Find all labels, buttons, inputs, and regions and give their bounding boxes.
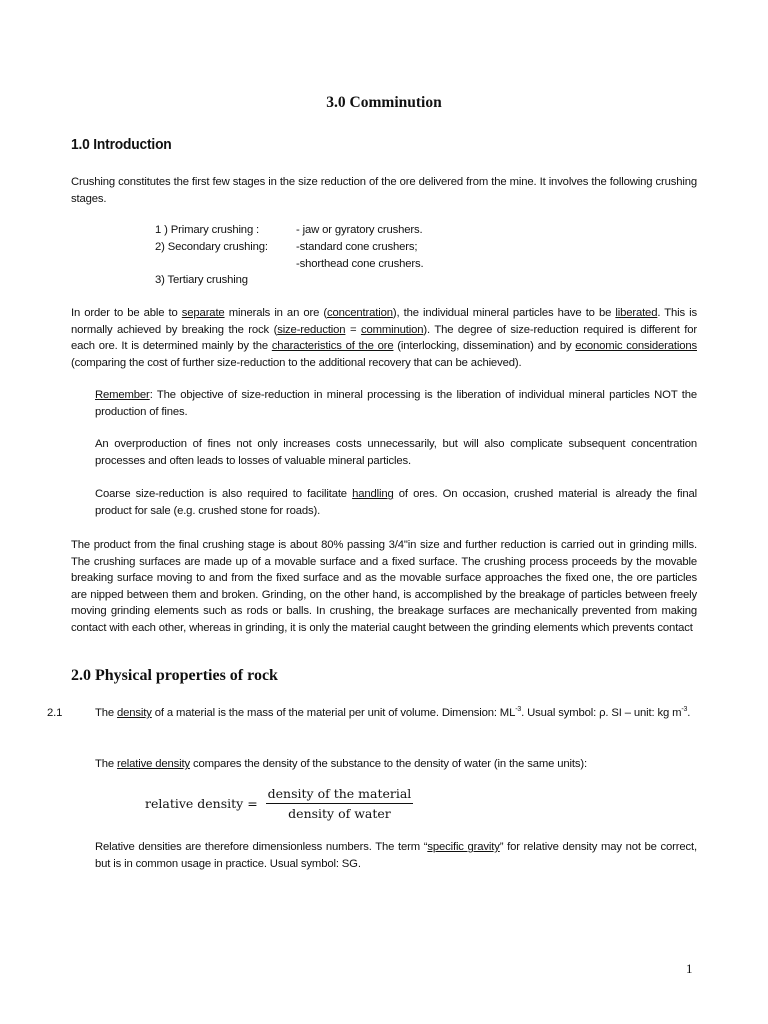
section-heading-physical-properties: 2.0 Physical properties of rock (71, 667, 278, 684)
term-characteristics: characteristics of the ore (271, 340, 394, 353)
remember-paragraph: Remember: The objective of size-reduction in mineral processing is the liberation of individual mineral particles NOT the production of fines. (95, 389, 697, 418)
stage-value-primary: - jaw or gyratory crushers. (296, 224, 423, 236)
page-number: 1 (686, 961, 693, 976)
formula-numerator: density of the material (266, 786, 414, 804)
stage-label-tertiary: 3) Tertiary crushing (155, 274, 248, 286)
stage-value-shorthead: -shorthead cone crushers. (296, 258, 424, 270)
stage-label-primary: 1 ) Primary crushing : (155, 224, 260, 236)
formula-fraction (266, 786, 414, 821)
coarse-paragraph: Coarse size-reduction is also required to facilitate handling of ores. On occasion, crushed material is already the final product for sale (e.g. crushed stone for roads). (95, 488, 697, 517)
specific-gravity-paragraph: Relative densities are therefore dimensionless numbers. The term “specific gravity” for relative density may not be correct, but is in common usage in practice. Usual symbol: SG. (95, 841, 697, 870)
overproduction-paragraph: An overproduction of fines not only increases costs unnecessarily, but will also complicate subsequent concentration processes and often leads to losses of valuable mineral particles. (95, 438, 697, 467)
density-paragraph: 2.1 The density of a material is the mass of the material per unit of volume. Dimension: $ML^{-3}$. Usual symbol: ρ. SI – unit: kg $m^{-3}$. (71, 705, 721, 722)
section-heading-introduction: 1.0 Introduction (71, 136, 172, 153)
product-paragraph: The product from the final crushing stage is about 80% passing 3/4"in size and further reduction is carried out in grinding mills. The crushing surfaces are made up of a movable surface and a fixed surface. The crushing process proceeds by the movable breaking surface moving to and from the fixed surface and as the movable surface approaches the fixed one, the ore particles are nipped between them and broken. Grinding, on the other hand, is accomplished by the breakage of particles between freely moving grinding elements such as rods or balls. In crushing, the breakage surfaces are mechanically prevented from making contact with each other, whereas in grinding, it is only the material caught between the grinding elements which prevents contact (71, 539, 697, 634)
term-specific-gravity: specific gravity (427, 841, 500, 853)
term-comminution: comminution (361, 323, 424, 336)
item-number: 2.1 (47, 707, 63, 719)
liberation-paragraph: In order to be able to separate minerals in an ore (concentration), the individual mineral particles have to be liberated. This is normally achieved by breaking the rock (size-reduction = comminution). The degree of size-reduction required is different for each ore. It is determined mainly by the characteristics of the ore (interlocking, dissemination) and by economic considerations (comparing the cost of further size-reduction to the additional recovery that can be achieved). (71, 307, 697, 369)
stage-value-secondary: -standard cone crushers; (296, 241, 418, 253)
relative-density-formula (145, 786, 413, 821)
term-size-reduction: size-reduction (277, 323, 346, 336)
document-title: 3.0 Comminution (326, 94, 442, 111)
term-liberated: liberated (615, 307, 658, 319)
term-concentration: concentration (326, 307, 393, 319)
stage-label-secondary: 2) Secondary crushing: (155, 241, 268, 253)
term-density: density (117, 707, 152, 719)
term-handling: handling (352, 488, 394, 500)
formula-lhs: relative density = (145, 796, 258, 811)
term-remember: Remember (95, 389, 150, 401)
term-relative-density: relative density (117, 758, 190, 770)
formula-denominator: density of water (288, 806, 391, 821)
term-separate: separate (181, 307, 225, 319)
term-economic-considerations: economic considerations (575, 340, 697, 353)
relative-density-paragraph: The relative density compares the density of the substance to the density of water (in the same units): (95, 758, 587, 770)
intro-paragraph: Crushing constitutes the first few stages in the size reduction of the ore delivered from the mine. It involves the following crushing stages. (71, 176, 697, 205)
